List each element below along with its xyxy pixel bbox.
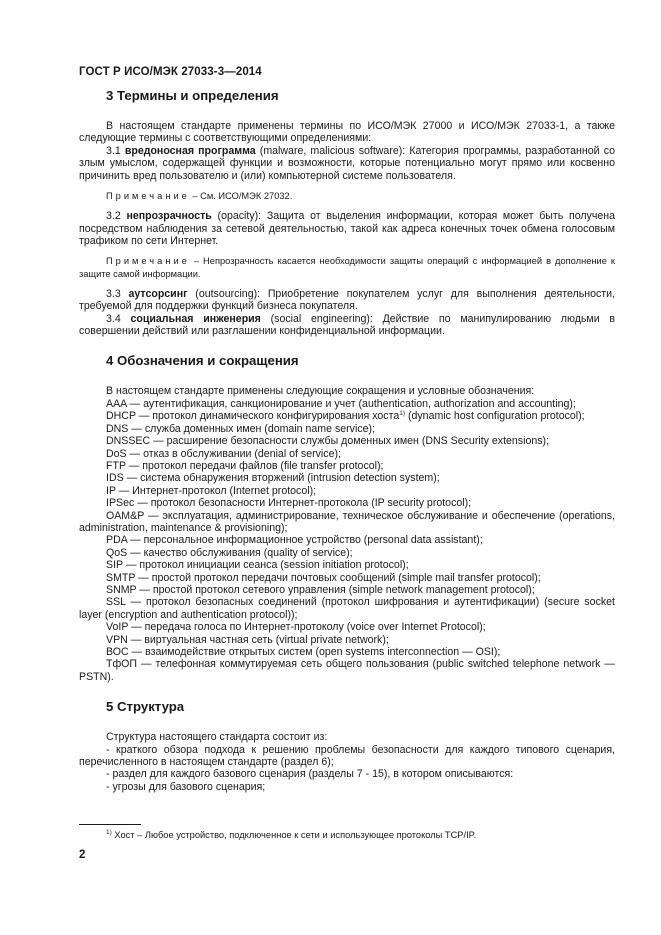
abbr-item: ТфОП — телефонная коммутируемая сеть общего пользования (public switched telephone network — PSTN). xyxy=(79,658,615,683)
term-3-3: 3.3 аутсорсинг (outsourcing): Приобретение покупателем услуг для выполнения деятельности, требуемой для поддержки функций бизнеса покупателя. xyxy=(79,287,615,313)
section-3-title: 3 Термины и определения xyxy=(106,88,279,103)
structure-item: - угрозы для базового сценария; xyxy=(106,780,266,793)
abbr-item: DNSSEC — расширение безопасности службы доменных имен (DNS Security extensions); xyxy=(106,435,550,448)
note-3-1: Примечание – См. ИСО/МЭК 27032. xyxy=(106,191,293,202)
term-3-3-name: аутсорсинг xyxy=(128,287,188,300)
term-3-4-name: социальная инженерия xyxy=(130,312,261,325)
page-content xyxy=(79,88,615,793)
abbr-item: QoS — качество обслуживания (quality of service); xyxy=(106,546,353,559)
abbr-item: SMTP — простой протокол передачи почтовых сообщений (simple mail transfer protocol); xyxy=(106,571,541,584)
abbr-item: SNMP — простой протокол сетевого управления (simple network management protocol); xyxy=(106,583,535,596)
note-label: Примечание xyxy=(106,256,190,267)
note-label: Примечание xyxy=(106,191,190,202)
abbr-item-dhcp: DHCP — протокол динамического конфигурирования хоста$^{1)}$ (dynamic host configuration protocol); xyxy=(106,410,585,423)
abbr-item: ВОС — взаимодействие открытых систем (open systems interconnection — OSI); xyxy=(106,646,501,659)
abbr-item: VoIP — передача голоса по Интернет-протоколу (voice over Internet Protocol); xyxy=(106,621,486,634)
abbr-item: IP — Интернет-протокол (Internet protocol); xyxy=(106,484,317,497)
footnote-ref: 1) xyxy=(399,410,406,418)
abbr-item: OAM&P — эксплуатация, администрирование, техническое обслуживание и обеспечение (operations, administration, maintenance & provisioning); xyxy=(79,509,615,534)
term-3-4: 3.4 социальная инженерия (social engineering): Действие по манипулированию людьми в совершении действий или разглашении конфиденциальной информации. xyxy=(79,312,615,338)
section-5-intro: Структура настоящего стандарта состоит из: xyxy=(106,731,328,744)
abbr-item: IDS — система обнаружения вторжений (intrusion detection system); xyxy=(106,472,440,485)
term-3-2: 3.2 непрозрачность (opacity): Защита от выделения информации, которая может быть получена посредством наблюдения за сетевой деятельностью, такой как адреса конечных точек обмена голосовым трафиком по сети Интернет. xyxy=(79,210,616,248)
footnote: $^{1)}$ Хост – Любое устройство, подключенное к сети и использующее протоколы TCP/IP. xyxy=(106,829,477,840)
abbr-item: PDA — персональное информационное устройство (personal data assistant); xyxy=(106,534,483,547)
abbr-item: AAA — аутентификация, санкционирование и учет (authentication, authorization and accounting); xyxy=(106,397,576,410)
abbr-item: DNS — служба доменных имен (domain name service); xyxy=(106,422,375,435)
structure-item: - раздел для каждого базового сценария (разделы 7 - 15), в котором описываются: xyxy=(106,768,514,781)
term-3-1: 3.1 вредоносная программа (malware, malicious software): Категория программы, разработанной со злым умыслом, содержащей функции и возможности, которые потенциально могут прямо или косвенно причинить вред пользователю и (или) компьютерной системе пользователя. xyxy=(79,144,615,182)
abbr-item: SSL — протокол безопасных соединений (протокол шифрования и аутентификации) (secure socket layer (encryption and authentication protocol)); xyxy=(79,596,615,621)
section-5-title: 5 Структура xyxy=(106,699,185,715)
document-header: ГОСТ Р ИСО/МЭК 27033-3—2014 xyxy=(79,66,262,78)
term-3-2-name: непрозрачность xyxy=(126,210,212,223)
abbr-item: DoS — отказ в обслуживании (denial of service); xyxy=(106,447,341,460)
abbr-item: FTP — протокол передачи файлов (file transfer protocol); xyxy=(106,459,384,472)
note-3-2: Примечание – Непрозрачность касается необходимости защиты операций с информацией в дополнение к защите самой информации. xyxy=(79,256,615,279)
page-number: 2 xyxy=(79,849,86,861)
abbr-item: SIP — протокол инициации сеанса (session initiation protocol); xyxy=(106,559,409,572)
section-4-intro: В настоящем стандарте применены следующие сокращения и условные обозначения: xyxy=(106,385,535,398)
section-4-title: 4 Обозначения и сокращения xyxy=(106,353,299,369)
abbr-item: IPSec — протокол безопасности Интернет-протокола (IP security protocol); xyxy=(106,497,472,510)
section-3-intro: В настоящем стандарте применены термины по ИСО/МЭК 27000 и ИСО/МЭК 27033-1, а также следующие термины с соответствующими определениями: xyxy=(79,120,615,145)
structure-item: - краткого обзора подхода к решению проблемы безопасности для каждого типового сценария, перечисленного в настоящем стандарте (раздел 6); xyxy=(79,743,615,769)
abbr-item: VPN — виртуальная частная сеть (virtual private network); xyxy=(106,633,389,646)
footnote-divider xyxy=(79,824,141,825)
footnote-marker: 1) xyxy=(106,829,112,836)
term-3-1-name: вредоносная программа xyxy=(124,144,256,157)
